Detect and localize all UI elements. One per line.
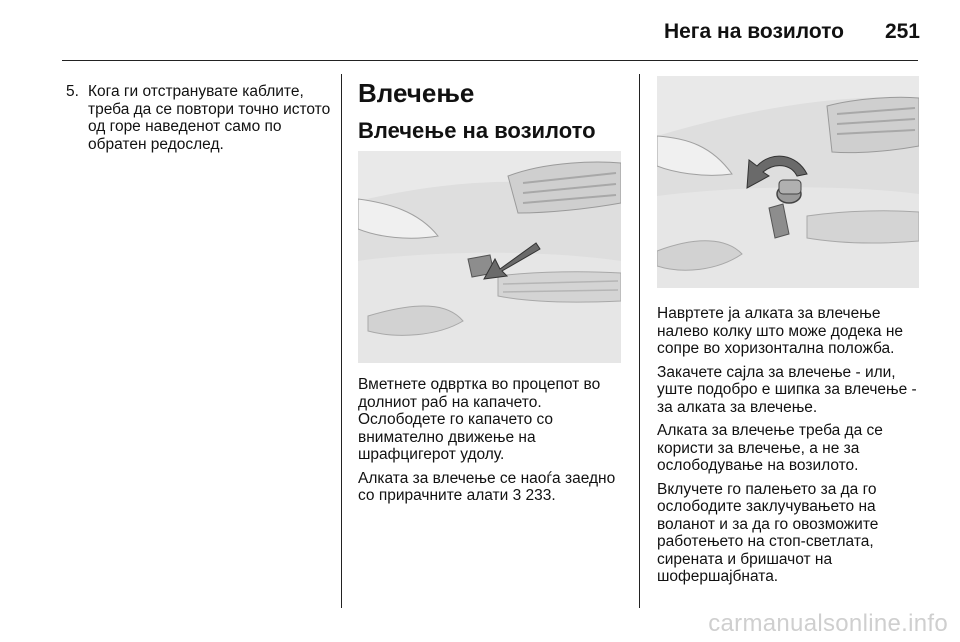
figure-tow-cover [358,151,621,363]
instruction-paragraph: Вметнете одвртка во процепот во долниот раб на капачето. Ослободете го капачето со внимателно движење на шрафцигерот удолу. [358,376,601,463]
list-item-text: Кога ги отстранувате каблите, треба да се повтори точно истото од горе наведенот само по обратен редослед. [88,83,331,153]
instruction-paragraph: Вклучете го палењето за да го ослободите заклучувањето на воланот и за да го овозможите работењето на стоп-светлата, сирената и бришачот на шофершајбната. [657,480,879,585]
reference-paragraph [358,470,630,505]
instruction-paragraph: Алката за влечење треба да се користи за влечење, а не за ослободување на возилото. [657,422,883,474]
list-item-number: 5. [66,83,79,100]
list-item [66,83,336,153]
section-subheading: Влечење на возилото [358,118,596,143]
car-front-illustration-1 [358,151,621,363]
section-heading: Влечење [358,78,475,108]
middle-text [358,376,630,511]
column-divider-right [639,74,640,608]
page-number: 251 [884,20,920,43]
section-title: Нега на возилото [663,20,844,43]
column-divider-left [341,74,342,608]
header-divider [62,60,918,61]
watermark: carmanualsonline.info [708,610,948,637]
right-text [657,305,925,592]
reference-page[interactable]: 233. [525,487,556,504]
car-front-illustration-2 [657,76,919,288]
reference-text: Алката за влечење се наоѓа заедно со прирачните алати [358,469,616,504]
instruction-paragraph: Навртете ја алката за влечење налево колку што може додека не сопре во хоризонтална положба. [657,305,904,357]
page-header [0,0,960,62]
figure-tow-eye [657,76,919,288]
page-reference-icon[interactable]: 3 [512,487,522,504]
instruction-paragraph: Закачете сајла за влечење - или, уште подобро е шипка за влечење - за алката за влечење. [657,363,917,416]
